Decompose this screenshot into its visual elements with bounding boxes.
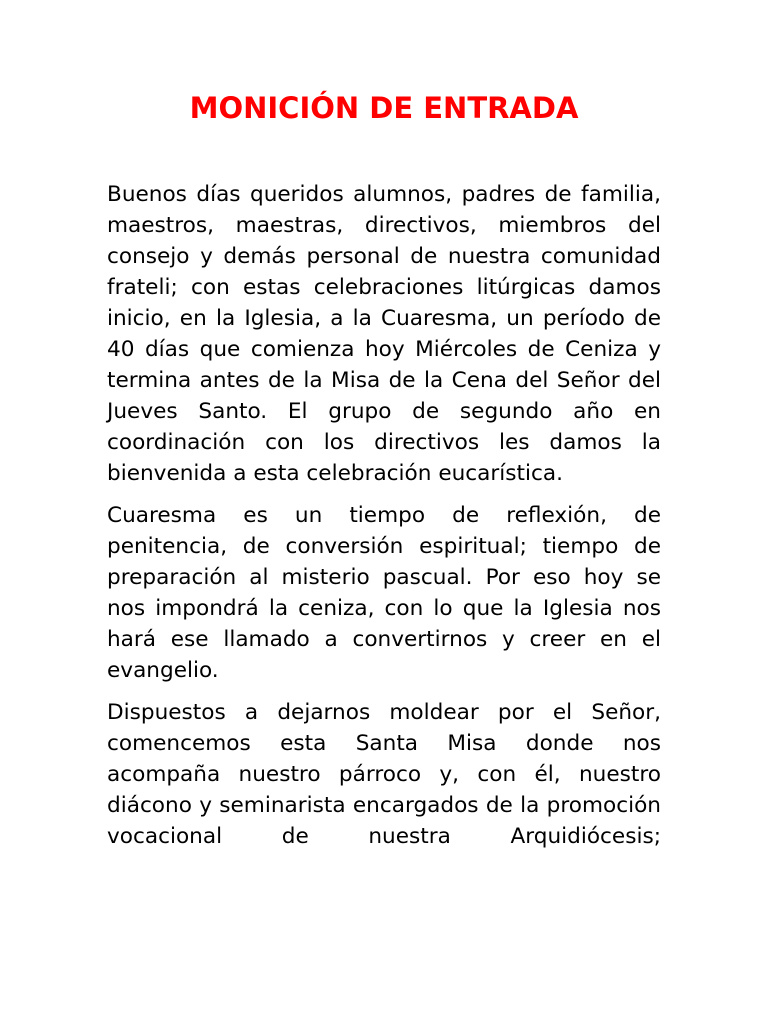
paragraph-3: Dispuestos a dejarnos moldear por el Señor, comencemos esta Santa Misa donde nos acompaña nuestro párroco y, con él, nuestro diácono y seminarista encargados de la promoción vocacional de nuestra Arquidiócesis; xyxy=(107,700,661,849)
paragraph-2: Cuaresma es un tiempo de reflexión, de penitencia, de conversión espiritual; tiempo de preparación al misterio pascual. Por eso hoy se nos impondrá la ceniza, con lo que la Iglesia nos hará ese llamado a convertirnos y creer en el evangelio. xyxy=(107,503,661,683)
paragraph-1: Buenos días queridos alumnos, padres de familia, maestros, maestras, directivos, miembros del consejo y demás personal de nuestra comunidad frateli; con estas celebraciones litúrgicas damos inicio, en la Iglesia, a la Cuaresma, un período de 40 días que comienza hoy Miércoles de Ceniza y termina antes de la Misa de la Cena del Señor del Jueves Santo. El grupo de segundo año en coordinación con los directivos les damos la bienvenida a esta celebración eucarística. xyxy=(107,182,661,486)
document-title: MONICIÓN DE ENTRADA xyxy=(189,91,579,125)
document-body xyxy=(107,179,661,863)
